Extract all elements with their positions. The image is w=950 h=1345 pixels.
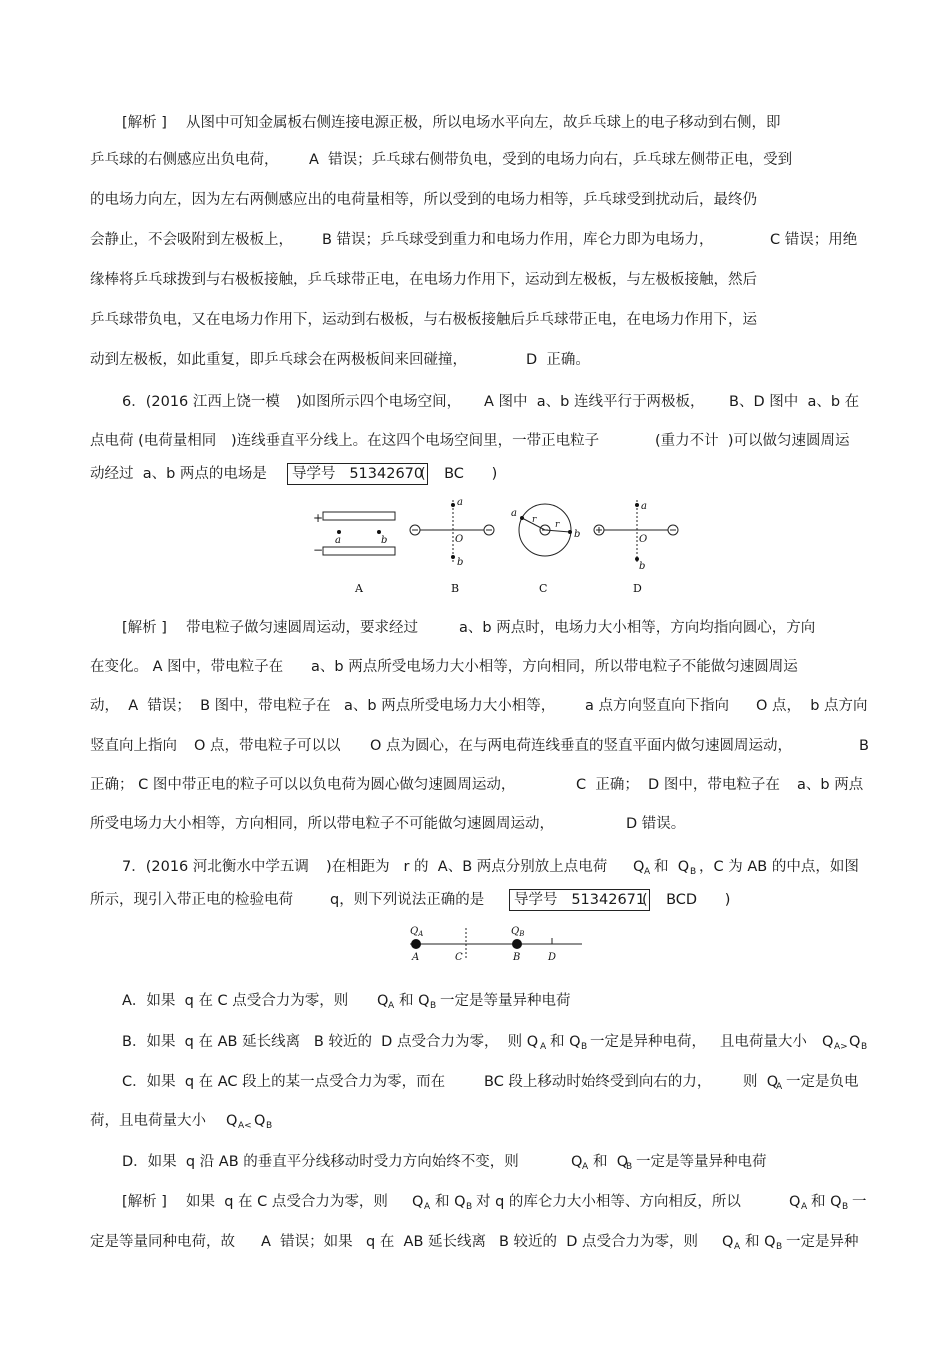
svg-text:b: b xyxy=(457,557,464,568)
text-segment: 则 Q xyxy=(743,1074,779,1090)
text-segment: 7．(2016 河北衡水中学五调 xyxy=(122,859,309,875)
text-segment: 一 xyxy=(852,1194,867,1210)
svg-text:r: r xyxy=(532,515,537,525)
charge-qa xyxy=(411,939,421,949)
text-segment: Q xyxy=(789,1194,801,1210)
subscript: A xyxy=(734,1242,741,1252)
figure-point-charges xyxy=(400,920,590,970)
text-line xyxy=(0,347,950,373)
text-segment: 一定是异种电荷， 且电荷量大小 xyxy=(590,1034,807,1050)
svg-text:b: b xyxy=(381,535,388,546)
text-segment: a 点方向竖直向下指向 xyxy=(585,698,729,714)
text-segment: a、b 两点所受电场力大小相等， xyxy=(344,698,556,714)
text-line xyxy=(0,733,950,759)
text-segment: q，则下列说法正确的是 xyxy=(330,892,485,908)
subscript: B xyxy=(430,1001,437,1011)
subscript: B xyxy=(581,1042,588,1052)
text-line xyxy=(0,428,950,454)
text-segment: O 点为圆心，在与两电荷连线垂直的竖直平面内做匀速圆周运动， xyxy=(370,738,793,754)
text-line xyxy=(0,1029,950,1055)
subscript: A xyxy=(582,1162,589,1172)
diagram-d xyxy=(594,500,678,595)
text-segment: )连线垂直平分线上。在这四个电场空间里，一带正电粒子 xyxy=(231,433,600,449)
text-segment: 所示，现引入带正电的检验电荷 xyxy=(90,892,293,908)
text-segment: a、b 两点所受电场力大小相等，方向相同，所以带电粒子不能做匀速圆周运 xyxy=(311,659,798,675)
text-segment: C 正确； D 图中，带电粒子在 xyxy=(576,777,780,793)
subscript: B xyxy=(861,1042,868,1052)
text-segment: 和 Q xyxy=(811,1194,842,1210)
subscript: A< xyxy=(238,1121,252,1131)
text-segment: 带电粒子做匀速圆周运动，要求经过 xyxy=(186,620,418,636)
label-c: C xyxy=(539,582,548,595)
svg-text:D: D xyxy=(548,952,557,963)
text-segment: a、b 两点 xyxy=(797,777,864,793)
label-a: A xyxy=(355,582,363,595)
text-segment: )如图所示四个电场空间， xyxy=(296,394,462,410)
svg-text:a: a xyxy=(641,501,647,512)
text-segment: 缘棒将乒乓球拨到与右极板接触，乒乓球带正电，在电场力作用下，运动到左极板，与左极板接触，然后 xyxy=(90,272,757,288)
text-line xyxy=(0,772,950,798)
svg-text:r: r xyxy=(555,520,560,530)
subscript: B xyxy=(626,1162,633,1172)
diagram-c xyxy=(511,504,580,595)
subscript: A> xyxy=(834,1042,848,1052)
text-segment: Q xyxy=(254,1113,266,1129)
text-segment: B、D 图中 a、b 在 xyxy=(729,394,860,410)
text-line xyxy=(0,615,950,641)
text-line xyxy=(0,389,950,415)
text-segment: [解析 ] xyxy=(122,1194,167,1210)
label-b: B xyxy=(451,582,460,595)
text-segment: 和 Q xyxy=(550,1034,581,1050)
svg-text:−: − xyxy=(313,543,324,557)
ref-number-box: 导学号 51342670 xyxy=(287,463,428,485)
svg-text:+: + xyxy=(313,511,324,525)
text-segment: Q xyxy=(722,1234,734,1250)
text-line xyxy=(0,1189,950,1215)
svg-text:QA: $Q_A$ xyxy=(410,926,424,938)
subscript: A xyxy=(424,1202,431,1212)
text-segment: Q xyxy=(571,1154,583,1170)
subscript: A xyxy=(801,1202,808,1212)
text-segment: 点电荷 (电荷量相同 xyxy=(90,433,217,449)
svg-text:a: a xyxy=(457,497,463,508)
text-segment: B xyxy=(859,738,869,754)
text-line xyxy=(0,1108,950,1134)
text-line xyxy=(0,307,950,333)
svg-text:b: b xyxy=(639,561,646,572)
text-segment: a、b 两点时，电场力大小相等，方向均指向圆心，方向 xyxy=(459,620,816,636)
text-segment: 定是等量同种电荷，故 xyxy=(90,1234,235,1250)
text-segment: B．如果 q 在 AB 延长线离 B 较近的 D 点受合力为零， 则 Q xyxy=(122,1034,539,1050)
ref-line-7 xyxy=(0,887,950,913)
text-segment: 竖直向上指向 xyxy=(90,738,177,754)
subscript: A xyxy=(388,1001,395,1011)
text-line xyxy=(0,1069,950,1095)
subscript: B xyxy=(466,1202,473,1212)
diagram-a xyxy=(313,511,395,595)
svg-text:a: a xyxy=(335,535,341,546)
subscript: B xyxy=(776,1242,783,1252)
text-segment: 一定是等量异种电荷 xyxy=(636,1154,767,1170)
text-line xyxy=(0,1229,950,1255)
text-segment: Q xyxy=(633,859,645,875)
subscript: A xyxy=(644,867,651,877)
text-segment: ( BC ) xyxy=(420,466,498,482)
svg-text:O: O xyxy=(455,534,464,545)
text-line xyxy=(0,693,950,719)
text-segment: 一定是异种 xyxy=(786,1234,859,1250)
svg-text:B: B xyxy=(513,952,521,963)
text-segment: 正确； C 图中带正电的粒子可以以负电荷为圆心做匀速圆周运动， xyxy=(90,777,516,793)
text-segment: D 正确。 xyxy=(526,352,590,368)
charge-qb xyxy=(512,939,522,949)
text-segment: O 点， b 点方向 xyxy=(756,698,868,714)
diagram-b xyxy=(410,497,494,595)
text-segment: Q xyxy=(822,1034,834,1050)
text-segment: O 点，带电粒子可以以 xyxy=(194,738,341,754)
text-segment: B 较近的 D 点受合力为零，则 xyxy=(499,1234,699,1250)
text-line xyxy=(0,187,950,213)
text-segment: 动到左极板，如此重复，即乒乓球会在两极板间来回碰撞， xyxy=(90,352,467,368)
subscript: B xyxy=(266,1121,273,1131)
text-segment: B 错误；乒乓球受到重力和电场力作用，库仑力即为电场力， xyxy=(322,232,714,248)
svg-text:a: a xyxy=(511,508,517,519)
text-segment: 动经过 a、b 两点的电场是 xyxy=(90,466,267,482)
svg-text:A: A xyxy=(412,952,420,963)
text-segment: 乒乓球的右侧感应出负电荷， xyxy=(90,152,279,168)
ref-number-box: 导学号 51342671 xyxy=(509,889,650,911)
text-segment: 荷，且电荷量大小 xyxy=(90,1113,206,1129)
svg-text:O: O xyxy=(639,534,648,545)
text-line xyxy=(0,147,950,173)
text-segment: Q xyxy=(226,1113,238,1129)
text-segment: 会静止，不会吸附到左极板上， xyxy=(90,232,293,248)
text-segment: 乒乓球带负电，又在电场力作用下，运动到右极板，与右极板接触后乒乓球带正电，在电场力作用下，运 xyxy=(90,312,757,328)
label-d: D xyxy=(633,582,642,595)
text-segment: ( BCD ) xyxy=(642,892,731,908)
text-segment: 和 Q xyxy=(654,859,690,875)
text-segment: 一定是负电 xyxy=(786,1074,859,1090)
text-segment: 一定是等量异种电荷 xyxy=(440,993,571,1009)
text-segment: D 错误。 xyxy=(626,816,686,832)
text-segment: C．如果 q 在 AC 段上的某一点受合力为零，而在 xyxy=(122,1074,446,1090)
subscript: B xyxy=(842,1202,849,1212)
text-line xyxy=(0,110,950,136)
text-segment: 所受电场力大小相等，方向相同，所以带电粒子不可能做匀速圆周运动， xyxy=(90,816,554,832)
text-segment: A 图中 a、b 连线平行于两极板， xyxy=(484,394,705,410)
text-line xyxy=(0,811,950,837)
subscript: A xyxy=(776,1082,783,1092)
text-segment: 6．(2016 江西上饶一模 xyxy=(122,394,280,410)
text-segment: 动， A 错误； B 图中，带电粒子在 xyxy=(90,698,331,714)
text-segment: 的电场力向左，因为左右两侧感应出的电荷量相等，所以受到的电场力相等，乒乓球受到扰动后，最终仍 xyxy=(90,192,757,208)
text-segment: q 在 AB 延长线离 xyxy=(366,1234,487,1250)
text-line xyxy=(0,267,950,293)
svg-text:b: b xyxy=(574,529,581,540)
text-line xyxy=(0,854,950,880)
text-segment: 和 Q xyxy=(399,993,430,1009)
text-segment: )在相距为 r 的 A、B 两点分别放上点电荷 xyxy=(326,859,608,875)
text-segment: Q xyxy=(849,1034,861,1050)
text-line xyxy=(0,654,950,680)
text-segment: C 错误；用绝 xyxy=(770,232,858,248)
figure-electric-fields xyxy=(305,492,695,597)
ref-line-6 xyxy=(0,461,950,487)
text-segment: 对 q 的库仑力大小相等、方向相反，所以 xyxy=(476,1194,741,1210)
subscript: B xyxy=(690,867,697,877)
text-segment: A 错误；如果 xyxy=(261,1234,353,1250)
text-segment: 如果 q 在 C 点受合力为零，则 xyxy=(186,1194,388,1210)
text-line xyxy=(0,227,950,253)
svg-text:QB: $Q_B$ xyxy=(511,926,525,938)
text-segment: 和 Q xyxy=(593,1154,629,1170)
text-segment: 和 Q xyxy=(745,1234,776,1250)
subscript: A xyxy=(540,1042,547,1052)
text-line xyxy=(0,988,950,1014)
text-line xyxy=(0,1149,950,1175)
text-segment: ，C 为 AB 的中点，如图 xyxy=(699,859,859,875)
text-segment: Q xyxy=(412,1194,424,1210)
text-segment: Q xyxy=(377,993,389,1009)
text-segment: 从图中可知金属板右侧连接电源正极，所以电场水平向左，故乒乓球上的电子移动到右侧，即 xyxy=(186,115,781,131)
text-segment: 和 Q xyxy=(435,1194,466,1210)
text-segment: D．如果 q 沿 AB 的垂直平分线移动时受力方向始终不变，则 xyxy=(122,1154,519,1170)
text-segment: [解析 ] xyxy=(122,115,167,131)
text-segment: A．如果 q 在 C 点受合力为零，则 xyxy=(122,993,349,1009)
text-segment: [解析 ] xyxy=(122,620,167,636)
text-segment: 在变化。 A 图中，带电粒子在 xyxy=(90,659,284,675)
text-segment: BC 段上移动时始终受到向右的力， xyxy=(484,1074,712,1090)
text-segment: A 错误；乒乓球右侧带负电，受到的电场力向右，乒乓球左侧带正电，受到 xyxy=(309,152,793,168)
svg-text:C: C xyxy=(455,952,463,963)
text-segment: (重力不计 )可以做匀速圆周运 xyxy=(655,433,850,449)
